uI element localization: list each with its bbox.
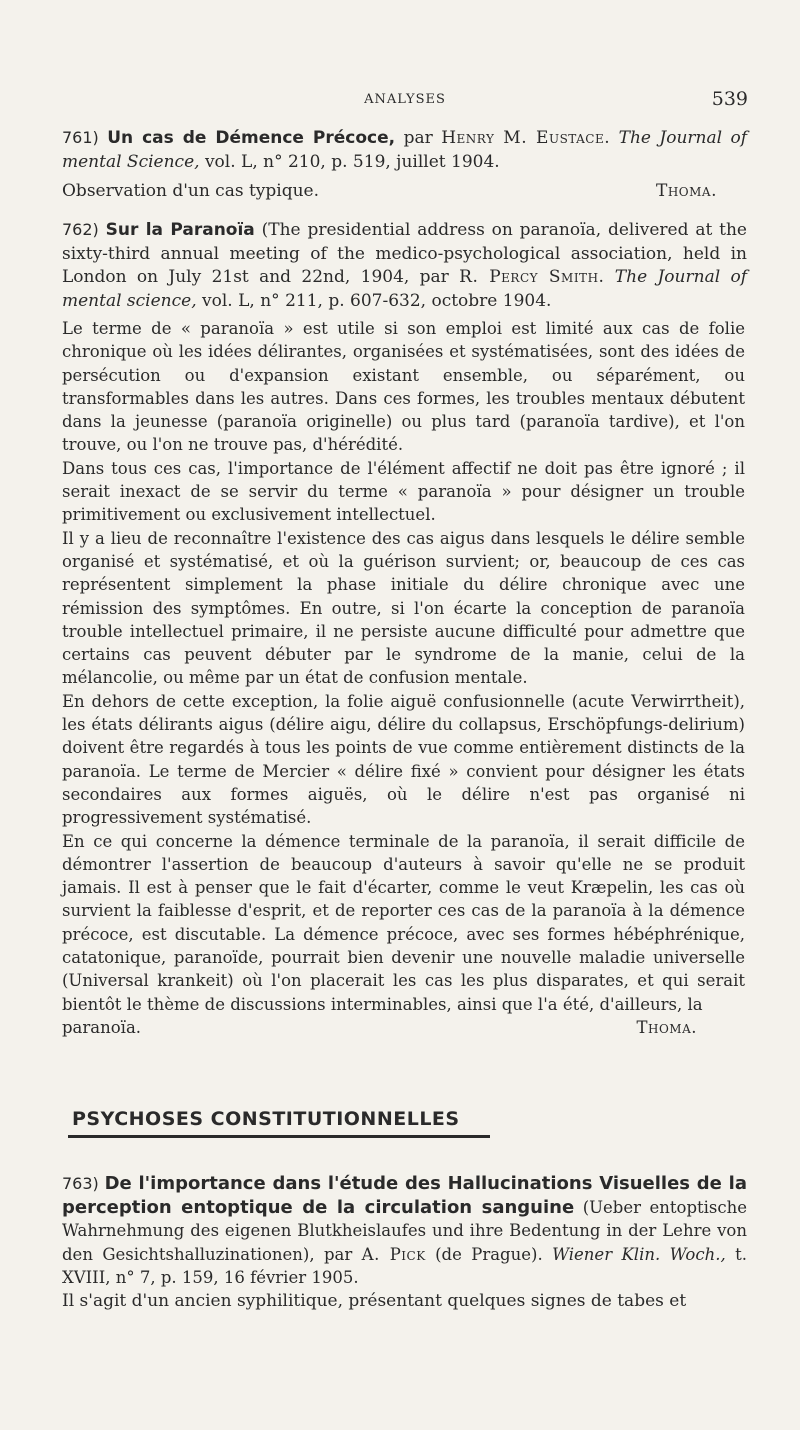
entry-author: R. Percy Smith. bbox=[459, 267, 605, 287]
paragraph: Dans tous ces cas, l'importance de l'élément affectif ne doit pas être ignoré ; il serait inexact de se servir du terme « paranoïa » pour désigner un trouble primitivement ou exclusivement intellectuel. bbox=[62, 458, 745, 525]
entry-by: par bbox=[403, 128, 433, 148]
entry-place: (de Prague). bbox=[435, 1244, 543, 1264]
entry-title: Sur la Paranoïa bbox=[105, 220, 255, 240]
observation-text: Observation d'un cas typique. bbox=[62, 181, 320, 201]
entry-763-body bbox=[62, 1290, 747, 1313]
entry-author: Henry M. Eustace. bbox=[441, 128, 611, 148]
signature: Thoma. bbox=[656, 181, 717, 201]
running-header bbox=[62, 88, 748, 112]
entry-journal: Wiener Klin. Woch., bbox=[552, 1244, 726, 1264]
section-title: PSYCHOSES CONSTITUTIONNELLES bbox=[72, 1108, 460, 1130]
running-title: ANALYSES bbox=[364, 92, 446, 107]
entry-number: 761) bbox=[62, 128, 99, 147]
closing-line bbox=[62, 1016, 745, 1039]
entry-journal: The Journal of mental Science, bbox=[62, 128, 748, 172]
entry-761 bbox=[62, 126, 747, 174]
entry-number: 763) bbox=[62, 1174, 99, 1193]
entry-details: t. XVIII, n° 7, p. 159, 16 février 1905. bbox=[62, 1244, 748, 1287]
entry-title: De l'importance dans l'étude des Hallucinations Visuelles de la perception entoptique de la circulation sanguine bbox=[62, 1173, 747, 1218]
entry-author: A. Pick bbox=[361, 1244, 426, 1264]
entry-763 bbox=[62, 1172, 747, 1290]
paragraph: En ce qui concerne la démence terminale de la paranoïa, il serait difficile de démontrer l'assertion de beaucoup d'auteurs à savoir qu'elle ne se produit jamais. Il est à penser que le fait d'écarter, comme le veut Kræpelin, les cas où survient la faiblesse d'esprit, et de reporter ces cas de la paranoïa à la démence précoce, est discutable. La démence précoce, avec ses formes hébéphrénique, catatonique, paranoïde, pourrait bien devenir une nouvelle maladie universelle (Universal krankeit) où l'on placerait les cas les plus disparates, et qui serait bientôt le thème de discussions interminables, ainsi que l'a été, d'ailleurs, la bbox=[62, 831, 745, 1014]
entry-number: 762) bbox=[62, 220, 99, 239]
paragraph: Il y a lieu de reconnaître l'existence des cas aigus dans lesquels le délire semble organisé et systématisé, et où la guérison survient; or, beaucoup de ces cas représentent simplement la phase initiale du délire chronique avec une rémission des symptômes. En outre, si l'on écarte la conception de paranoïa trouble intellectuel primaire, il ne persiste aucune difficulté pour admettre que certains cas peuvent débuter par le syndrome de la manie, celui de la mélancolie, ou même par un état de confusion mentale. bbox=[62, 528, 745, 688]
section-rule bbox=[68, 1135, 490, 1138]
paragraph: Le terme de « paranoïa » est utile si son emploi est limité aux cas de folie chronique où les idées délirantes, organisées et systématisées, sont des idées de persécution ou d'expansion existant ensemble, ou séparément, ou transformables dans les autres. Dans ces formes, les troubles mentaux débutent dans la jeunesse (paranoïa originelle) ou plus tard (paranoïa tardive), et l'on trouve, ou l'on ne trouve pas, d'hérédité. bbox=[62, 319, 745, 455]
paragraph-end: paranoïa. bbox=[62, 1017, 142, 1037]
entry-journal: The Journal of mental science, bbox=[62, 267, 748, 311]
page-number: 539 bbox=[711, 88, 748, 110]
paragraph: Il s'agit d'un ancien syphilitique, présentant quelques signes de tabes et bbox=[62, 1291, 687, 1311]
entry-subtitle: (Ueber entoptische Wahrnehmung des eigenen Blutkheislaufes und ihre Bedentung in der Lehre von den Gesichtshalluzinationen), par bbox=[62, 1197, 748, 1264]
entry-762-body bbox=[62, 317, 745, 1039]
entry-title: Un cas de Démence Précoce, bbox=[107, 128, 396, 148]
paragraph: En dehors de cette exception, la folie aiguë confusionnelle (acute Verwirrtheit), les états délirants aigus (délire aigu, délire du collapsus, Erschöpfungs-delirium) doivent être regardés à tous les points de vue comme entièrement distincts de la paranoïa. Le terme de Mercier « délire fixé » convient pour désigner les états secondaires aux formes aiguës, où le délire n'est pas organisé ni progressivement systématisé. bbox=[62, 691, 745, 828]
entry-762 bbox=[62, 218, 747, 313]
entry-subtitle: (The presidential address on paranoïa, delivered at the sixty-third annual meeting of the medico-psychological association, held in London on July 21st and 22nd, 1904, par bbox=[62, 220, 747, 287]
entry-details: vol. L, n° 211, p. 607-632, octobre 1904. bbox=[202, 290, 552, 311]
signature: Thoma. bbox=[636, 1017, 697, 1037]
entry-761-observation bbox=[62, 180, 717, 203]
entry-details: vol. L, n° 210, p. 519, juillet 1904. bbox=[204, 151, 500, 172]
